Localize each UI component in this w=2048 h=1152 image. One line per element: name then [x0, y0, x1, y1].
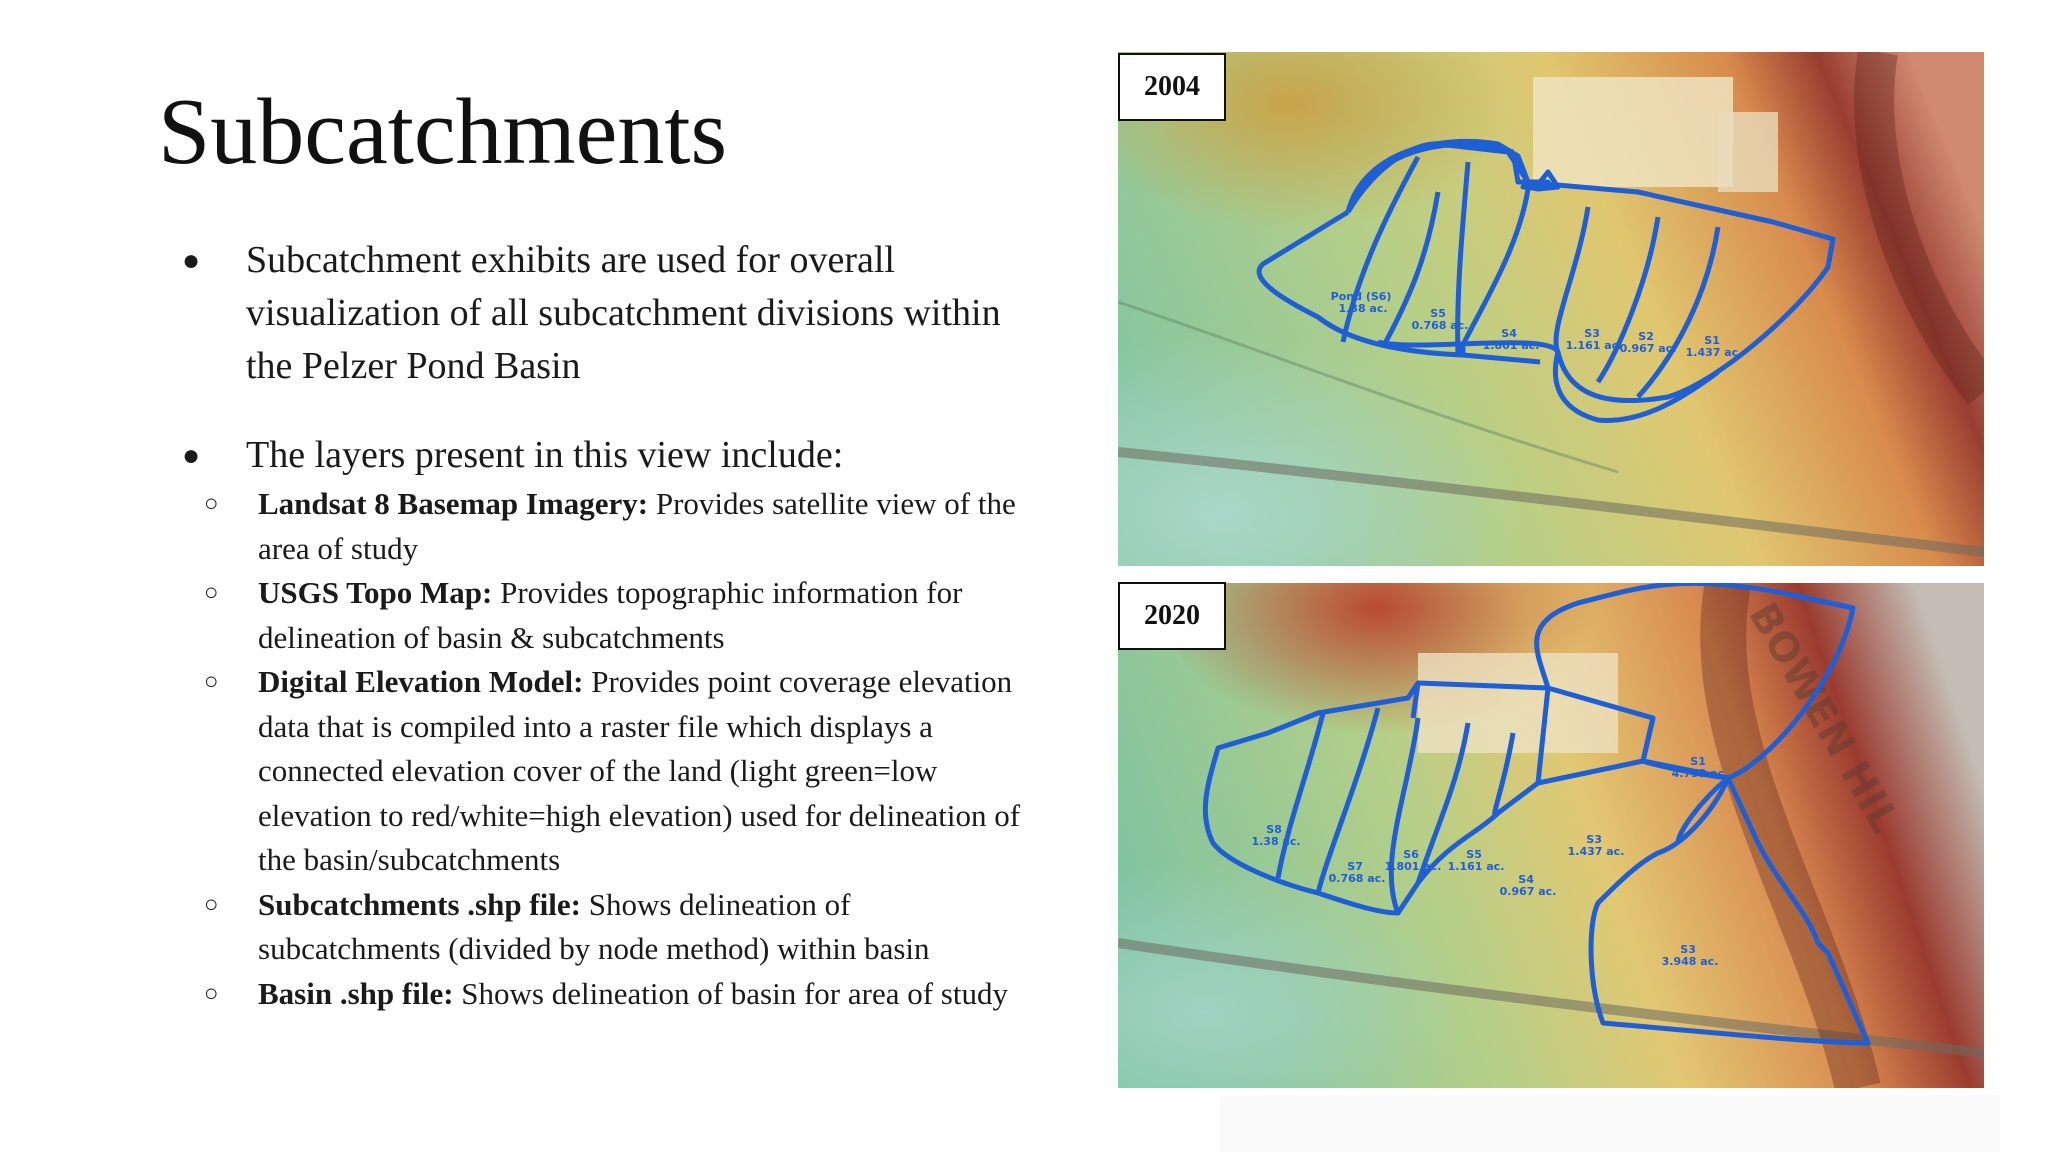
bullet-text: Subcatchment exhibits are used for overall visualization of all subcatchment divisions within the Pelzer Pond Basin [246, 239, 1001, 387]
layer-item [204, 482, 1040, 571]
circle-bullet-icon: ○ [204, 980, 219, 1007]
layer-list [180, 482, 1040, 1016]
map-2020 [1118, 583, 1984, 1088]
map-label: S4 1.801 ac. [1482, 327, 1540, 352]
map-label: S6 1.801 ac. [1384, 848, 1442, 873]
circle-bullet-icon: ○ [204, 491, 219, 517]
bullet-text: The layers present in this view include: [246, 434, 844, 476]
map-label: S1 4.753 ac. [1671, 755, 1729, 780]
bullet-list [180, 234, 1040, 1016]
map-label: S8 1.38 ac. [1251, 823, 1301, 848]
year-label-2004: 2004 [1118, 53, 1226, 121]
year-label-2020: 2020 [1118, 582, 1226, 650]
layer-desc: Provides point coverage elevation data that is compiled into a raster file which displays a connected elevation cover of the land (light green=low elevation to red/white=high elevation) used for delineation of the basin/subcatchments [258, 664, 1021, 877]
map-2004-graphic [1118, 52, 1984, 566]
circle-bullet-icon: ○ [204, 580, 219, 606]
map-2004 [1118, 52, 1984, 566]
map-label: S5 0.768 ac. [1411, 307, 1469, 332]
map-label: S4 0.967 ac. [1499, 873, 1557, 898]
map-label: S7 0.768 ac. [1328, 860, 1386, 885]
layer-item [204, 571, 1040, 660]
slide-title: Subcatchments [158, 80, 728, 184]
layer-name: Basin .shp file: [258, 975, 454, 1011]
map-label: S5 1.161 ac. [1447, 848, 1505, 873]
bullet-dot-icon: ● [182, 439, 201, 472]
layer-item [204, 660, 1040, 883]
map-label: Pond (S6) 1.38 ac. [1330, 290, 1392, 315]
circle-bullet-icon: ○ [204, 891, 219, 918]
layer-desc: Shows delineation of subcatchments (divided by node method) within basin [258, 886, 930, 966]
layer-name: Landsat 8 Basemap Imagery: [258, 486, 649, 521]
map-label: S1 1.437 ac. [1685, 334, 1743, 359]
layer-desc: Provides satellite view of the area of study [258, 486, 1016, 566]
layer-name: Subcatchments .shp file: [258, 886, 581, 922]
layer-item [204, 972, 1040, 1017]
map-label: S2 0.967 ac. [1619, 330, 1677, 355]
bullet-item [180, 234, 1040, 393]
map-label: S3 3.948 ac. [1661, 943, 1719, 968]
layer-name: USGS Topo Map: [258, 575, 493, 610]
layer-desc: Provides topographic information for delineation of basin & subcatchments [258, 575, 963, 655]
layer-name: Digital Elevation Model: [258, 664, 584, 699]
bullet-item [180, 429, 1040, 482]
layer-desc: Shows delineation of basin for area of study [453, 975, 1008, 1011]
layer-item [204, 883, 1040, 972]
bullet-dot-icon: ● [182, 244, 201, 277]
map-label: S3 1.161 ac. [1565, 327, 1623, 352]
road-label: BOWEN HIL [1739, 595, 1908, 841]
map-label: S3 1.437 ac. [1567, 833, 1625, 858]
circle-bullet-icon: ○ [204, 669, 219, 695]
map-2020-graphic [1118, 583, 1984, 1088]
bottom-shadow [1220, 1095, 2000, 1152]
